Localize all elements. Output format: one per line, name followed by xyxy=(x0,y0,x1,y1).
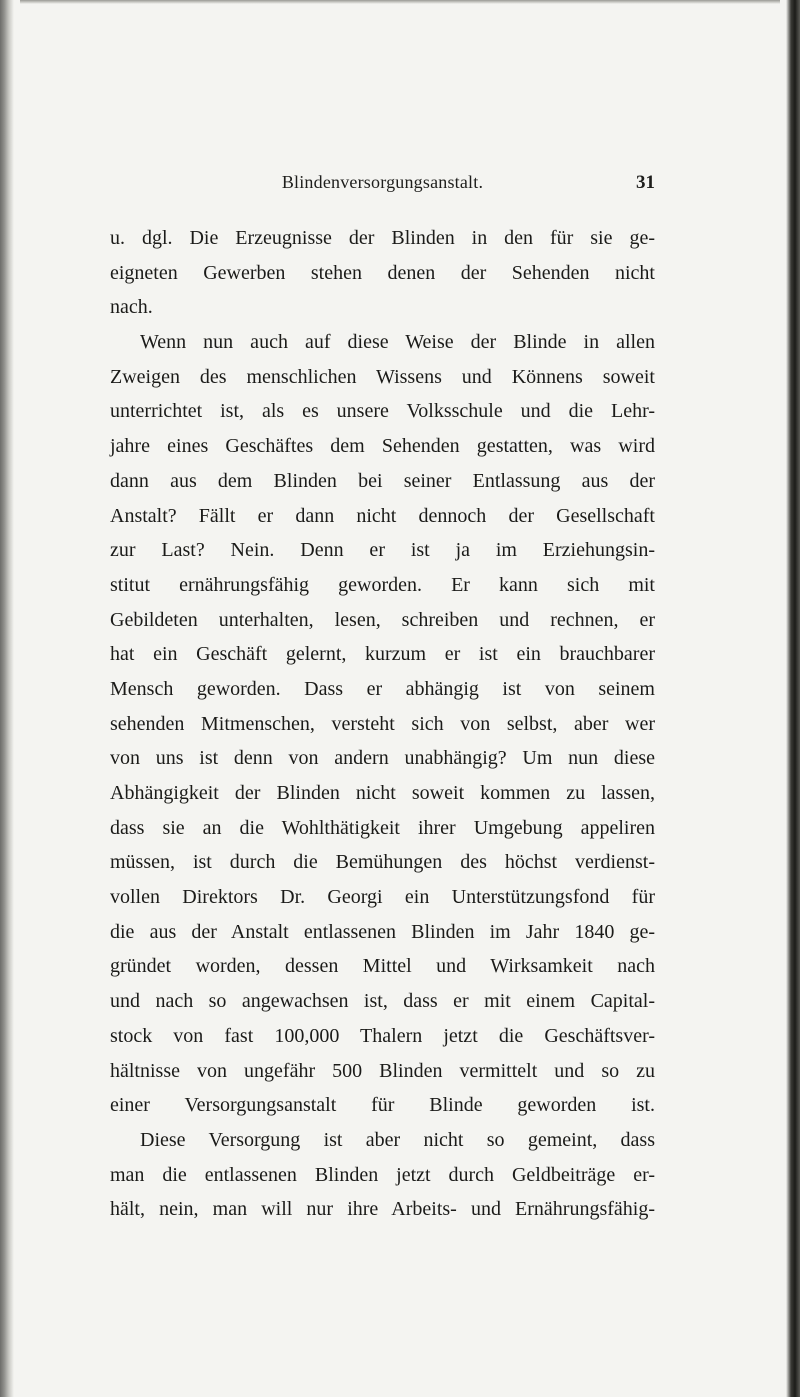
text-line: müssen, ist durch die Bemühungen des höchst verdienst- xyxy=(110,851,655,874)
text-line: einer Versorgungsanstalt für Blinde geworden ist. xyxy=(110,1094,655,1117)
running-head xyxy=(110,172,655,202)
text-line: gründet worden, dessen Mittel und Wirksamkeit nach xyxy=(110,955,655,978)
text-line: Anstalt? Fällt er dann nicht dennoch der Gesellschaft xyxy=(110,504,655,527)
text-line: von uns ist denn von andern unabhängig? Um nun diese xyxy=(110,747,655,770)
text-line: zur Last? Nein. Denn er ist ja im Erziehungsin- xyxy=(110,539,655,562)
top-page-edge xyxy=(20,0,780,4)
running-head-title: Blindenversorgungsanstalt. xyxy=(281,172,484,192)
text-line: nach. xyxy=(110,296,153,319)
text-line: hält, nein, man will nur ihre Arbeits- und Ernährungsfähig- xyxy=(110,1198,655,1221)
right-page-edge xyxy=(786,0,800,1397)
text-line: stock von fast 100,000 Thalern jetzt die Geschäftsver- xyxy=(110,1024,655,1047)
text-line: man die entlassenen Blinden jetzt durch Geldbeiträge er- xyxy=(110,1163,655,1186)
binding-shadow xyxy=(0,0,14,1397)
text-line: hat ein Geschäft gelernt, kurzum er ist ein brauchbarer xyxy=(110,643,655,666)
text-line: stitut ernährungsfähig geworden. Er kann sich mit xyxy=(110,573,655,596)
text-line: u. dgl. Die Erzeugnisse der Blinden in den für sie ge- xyxy=(110,227,655,249)
text-line: eigneten Gewerben stehen denen der Sehenden nicht xyxy=(110,261,655,284)
text-line: jahre eines Geschäftes dem Sehenden gestatten, was wird xyxy=(110,435,655,458)
text-line: dann aus dem Blinden bei seiner Entlassung aus der xyxy=(110,469,655,492)
text-line: Abhängigkeit der Blinden nicht soweit kommen zu lassen, xyxy=(110,782,655,804)
text-line: sehenden Mitmenschen, versteht sich von selbst, aber wer xyxy=(110,712,655,735)
text-line: Zweigen des menschlichen Wissens und Könnens soweit xyxy=(110,365,655,388)
text-line: unterrichtet ist, als es unsere Volksschule und die Lehr- xyxy=(110,400,655,423)
page-number: 31 xyxy=(636,172,655,193)
text-line: hältnisse von ungefähr 500 Blinden vermittelt und so zu xyxy=(110,1059,655,1082)
text-line: die aus der Anstalt entlassenen Blinden im Jahr 1840 ge- xyxy=(110,920,655,943)
text-line: Mensch geworden. Dass er abhängig ist von seinem xyxy=(110,677,655,700)
text-line: Diese Versorgung ist aber nicht so gemeint, dass xyxy=(140,1128,655,1151)
text-line: und nach so angewachsen ist, dass er mit einem Capital- xyxy=(110,990,655,1013)
body-text xyxy=(110,221,655,1227)
text-line: Gebildeten unterhalten, lesen, schreiben und rechnen, er xyxy=(110,608,655,631)
text-line: dass sie an die Wohlthätigkeit ihrer Umgebung appeliren xyxy=(110,816,655,839)
text-line: vollen Direktors Dr. Georgi ein Unterstützungsfond für xyxy=(110,886,655,909)
text-line: Wenn nun auch auf diese Weise der Blinde in allen xyxy=(140,331,655,354)
